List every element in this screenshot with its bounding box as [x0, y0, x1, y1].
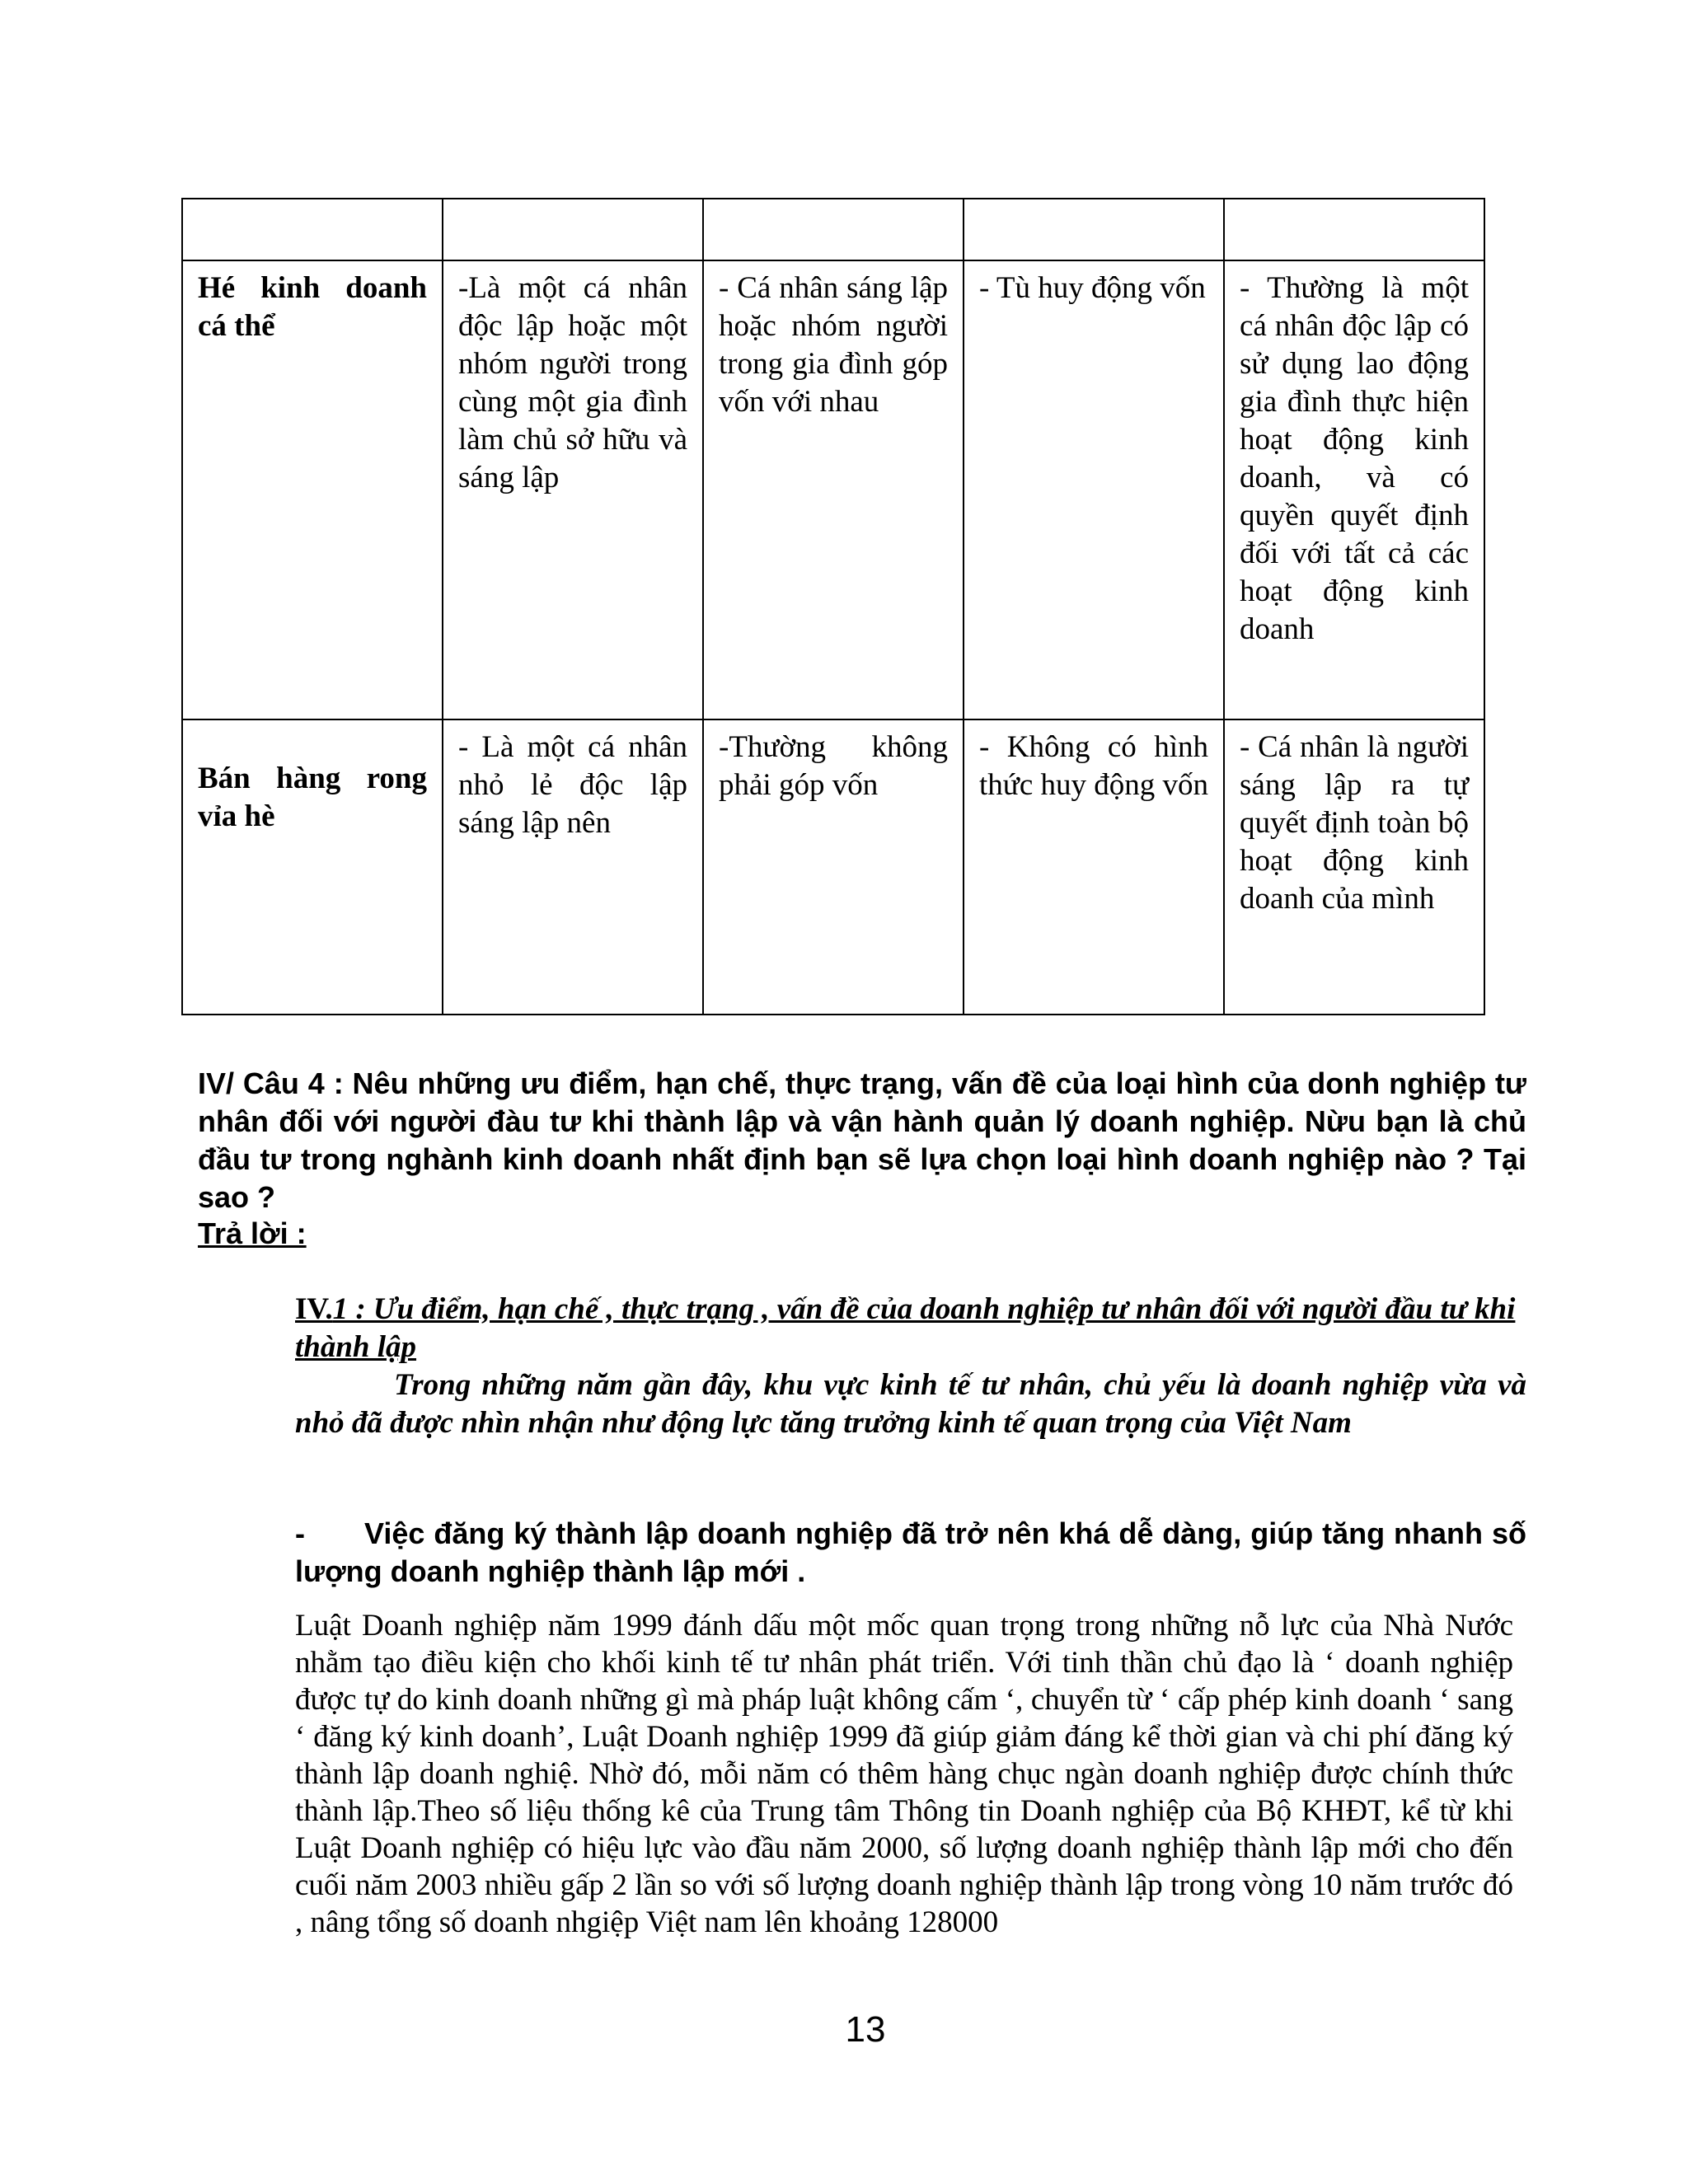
section-heading [295, 1291, 1531, 1366]
table-cell: - Thường là một cá nhân độc lập có sử dụng lao động gia đình thực hiện hoạt động kinh doanh, và có quyền quyết định đối với tất cả các hoạt động kinh doanh [1224, 260, 1484, 719]
table-cell: - Không có hình thức huy động vốn [964, 719, 1224, 1015]
table-cell: - Cá nhân là người sáng lập ra tự quyết định toàn bộ hoạt động kinh doanh của mình [1224, 719, 1484, 1015]
table-cell-label [182, 199, 443, 260]
bullet-text: Việc đăng ký thành lập doanh nghiệp đã trở nên khá dễ dàng, giúp tăng nhanh số lượng doanh nghiệp thành lập mới . [295, 1516, 1526, 1588]
row-label-ho-kinh-doanh: Hé kinh doanh cá thể [182, 260, 443, 719]
body-paragraph: Luật Doanh nghiệp năm 1999 đánh dấu một mốc quan trọng trong những nỗ lực của Nhà Nước nhằm tạo điều kiện cho khối kinh tế tư nhân phát triển. Với tinh thần chủ đạo là ‘ doanh nghiệp được tự do kinh doanh những gì mà pháp luật không cấm ‘, chuyển từ ‘ cấp phép kinh doanh ‘ sang ‘ đăng ký kinh doanh’, Luật Doanh nghiệp 1999 đã giúp giảm đáng kể thời gian và chi phí đăng ký thành lập doanh nghiệ. Nhờ đó, mỗi năm có thêm hàng chục ngàn doanh nghiệp được chính thức thành lập.Theo số liệu thống kê của Trung tâm Thông tin Doanh nghiệp của Bộ KHĐT, kể từ khi Luật Doanh nghiệp có hiệu lực vào đầu năm 2000, số lượng doanh nghiệp thành lập mới cho đến cuối năm 2003 nhiều gấp 2 lần so với số lượng doanh nghiệp thành lập trong vòng 10 năm trước đó , nâng tổng số doanh nhgiệp Việt nam lên khoảng 128000 [295, 1609, 1513, 1939]
table-cell [964, 199, 1224, 260]
intro-paragraph: Trong những năm gần đây, khu vực kinh tế tư nhân, chủ yếu là doanh nghiệp vừa và nhỏ đã được nhìn nhận như động lực tăng trưởng kinh tế quan trọng của Việt Nam [295, 1368, 1526, 1440]
table-row [182, 199, 1484, 260]
section-heading-lead: IV. [295, 1292, 333, 1326]
table-cell [703, 199, 964, 260]
table-cell [1224, 199, 1484, 260]
section-heading-text: 1 : Ưu điểm, hạn chế , thực trạng , vấn đề của doanh nghiệp tư nhân đối với người đầu tư khi thành lập [295, 1292, 1516, 1364]
table-cell: - Là một cá nhân nhỏ lẻ độc lập sáng lập nên [443, 719, 703, 1015]
table-cell: -Là một cá nhân độc lập hoặc một nhóm người trong cùng một gia đình làm chủ sở hữu và sáng lập [443, 260, 703, 719]
table-cell: - Cá nhân sáng lập hoặc nhóm người trong gia đình góp vốn với nhau [703, 260, 964, 719]
answer-label: Trả lời : [198, 1216, 307, 1250]
row-label-ban-hang-rong: Bán hàng rong vỉa hè [182, 719, 443, 1015]
comparison-table [181, 198, 1485, 1015]
question-text: IV/ Câu 4 : Nêu những ưu điểm, hạn chế, thực trạng, vấn đề của loại hình của donh nghiệp tư nhân đối với người đàu tư khi thành lập và vận hành quản lý doanh nghiệp. Nừu bạn là chủ đầu tư trong nghành kinh doanh nhất định bạn sẽ lựa chọn loại hình doanh nghiệp nào ? Tại sao ? [198, 1066, 1526, 1214]
bullet-item [295, 1515, 1526, 1591]
table-row [182, 719, 1484, 1015]
table-cell [443, 199, 703, 260]
page-number: 13 [845, 2009, 886, 2050]
bullet-marker: - [295, 1516, 305, 1550]
table-cell: - Tù huy động vốn [964, 260, 1224, 719]
table-row [182, 260, 1484, 719]
table-cell: -Thường không phải góp vốn [703, 719, 964, 1015]
